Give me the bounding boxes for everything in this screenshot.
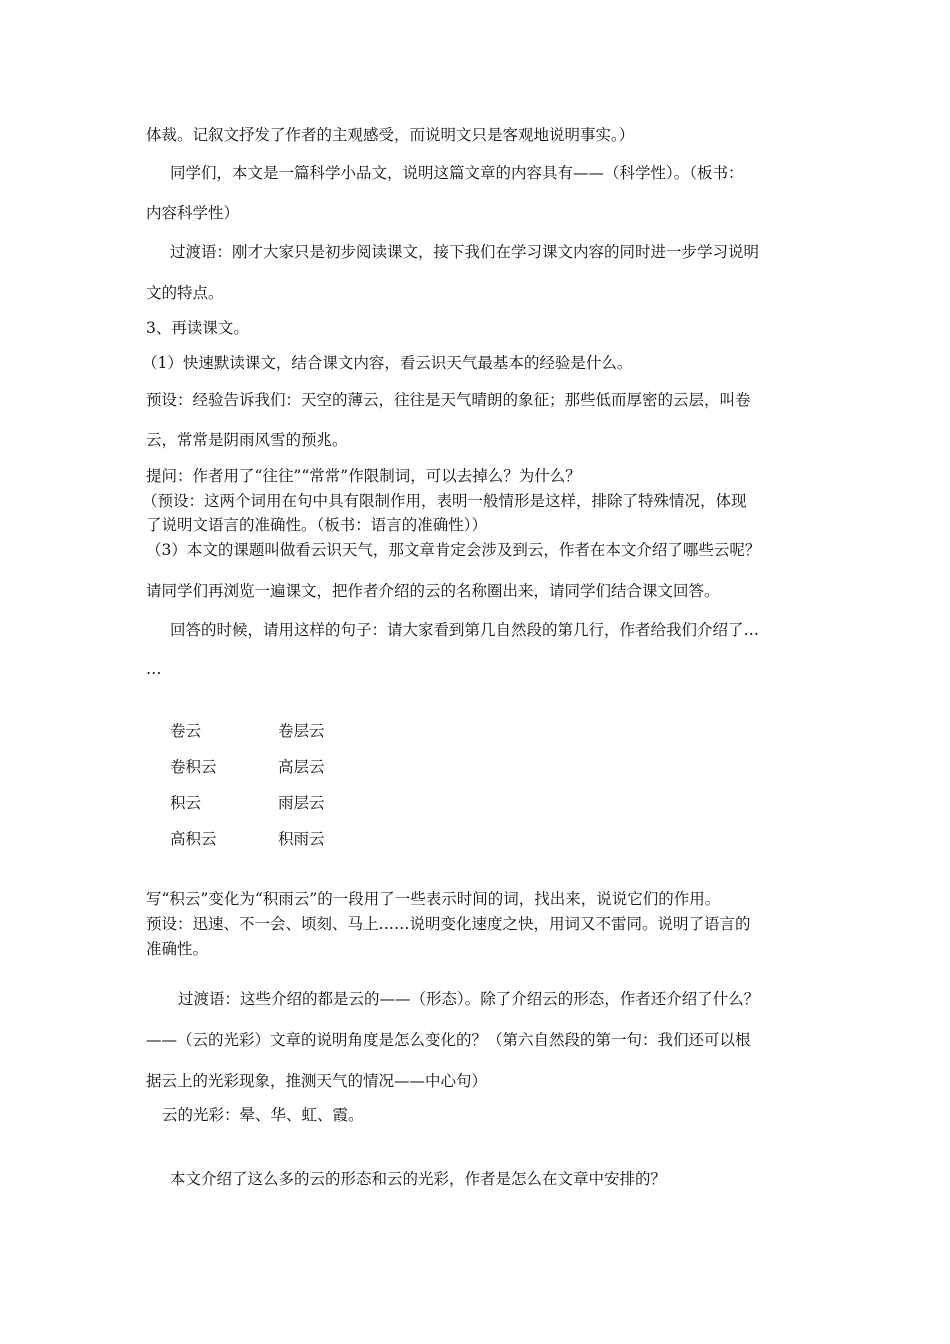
paragraph-line: 同学们，本文是一篇科学小品文，说明这篇文章的内容具有——（科学性）。（板书： [170, 164, 744, 182]
paragraph-line: 据云上的光彩现象，推测天气的情况——中心句） [146, 1072, 488, 1090]
paragraph-line: 准确性。 [146, 940, 209, 958]
paragraph-line: 提问：作者用了“往往”“常常”作限制词，可以去掉么？为什么？ [146, 467, 581, 485]
paragraph-line: ——（云的光彩）文章的说明角度是怎么变化的？（第六自然段的第一句：我们还可以根 [146, 1031, 751, 1049]
paragraph-line: 内容科学性） [146, 204, 240, 222]
paragraph-line: 文的特点。 [146, 284, 224, 302]
paragraph-line: 云的光彩：晕、华、虹、霞。 [162, 1106, 364, 1124]
paragraph-line: （预设：这两个词用在句中具有限制作用，表明一般情形是这样，排除了特殊情况，体现 [142, 492, 747, 510]
cloud-name: 卷云 [170, 722, 202, 740]
cloud-name: 积云 [170, 794, 202, 812]
paragraph-line: 过渡语：刚才大家只是初步阅读课文，接下我们在学习课文内容的同时进一步学习说明 [170, 243, 760, 261]
cloud-name: 卷层云 [278, 722, 325, 740]
cloud-name: 卷积云 [170, 758, 217, 776]
paragraph-line: 体裁。记叙文抒发了作者的主观感受，而说明文只是客观地说明事实。） [146, 126, 635, 144]
paragraph-line: 过渡语：这些介绍的都是云的——（形态）。除了介绍云的形态，作者还介绍了什么？ [178, 990, 760, 1008]
cloud-name: 高积云 [170, 830, 217, 848]
paragraph-line: （1）快速默读课文，结合课文内容，看云识天气最基本的经验是什么。 [142, 354, 633, 372]
paragraph-line: 预设：经验告诉我们：天空的薄云，往往是天气晴朗的象征；那些低而厚密的云层，叫卷 [146, 391, 751, 409]
paragraph-line: 了说明文语言的准确性。（板书：语言的准确性）） [146, 516, 488, 534]
paragraph-line: （3）本文的课题叫做看云识天气，那文章肯定会涉及到云，作者在本文介绍了哪些云呢？ [146, 541, 761, 559]
cloud-name: 积雨云 [278, 830, 325, 848]
section-heading: 3、再读课文。 [146, 319, 249, 337]
paragraph-line: 预设：迅速、不一会、顷刻、马上……说明变化速度之快，用词又不雷同。说明了语言的 [146, 915, 751, 933]
cloud-name: 高层云 [278, 758, 325, 776]
paragraph-line: 本文介绍了这么多的云的形态和云的光彩，作者是怎么在文章中安排的？ [170, 1170, 667, 1188]
paragraph-line: … [146, 660, 162, 678]
paragraph-line: 写“积云”变化为“积雨云”的一段用了一些表示时间的词，找出来，说说它们的作用。 [146, 890, 721, 908]
cloud-name: 雨层云 [278, 794, 325, 812]
paragraph-line: 回答的时候，请用这样的句子：请大家看到第几自然段的第几行，作者给我们介绍了… [170, 621, 760, 639]
paragraph-line: 云，常常是阴雨风雪的预兆。 [146, 431, 348, 449]
paragraph-line: 请同学们再浏览一遍课文，把作者介绍的云的名称圈出来，请同学们结合课文回答。 [146, 582, 720, 600]
